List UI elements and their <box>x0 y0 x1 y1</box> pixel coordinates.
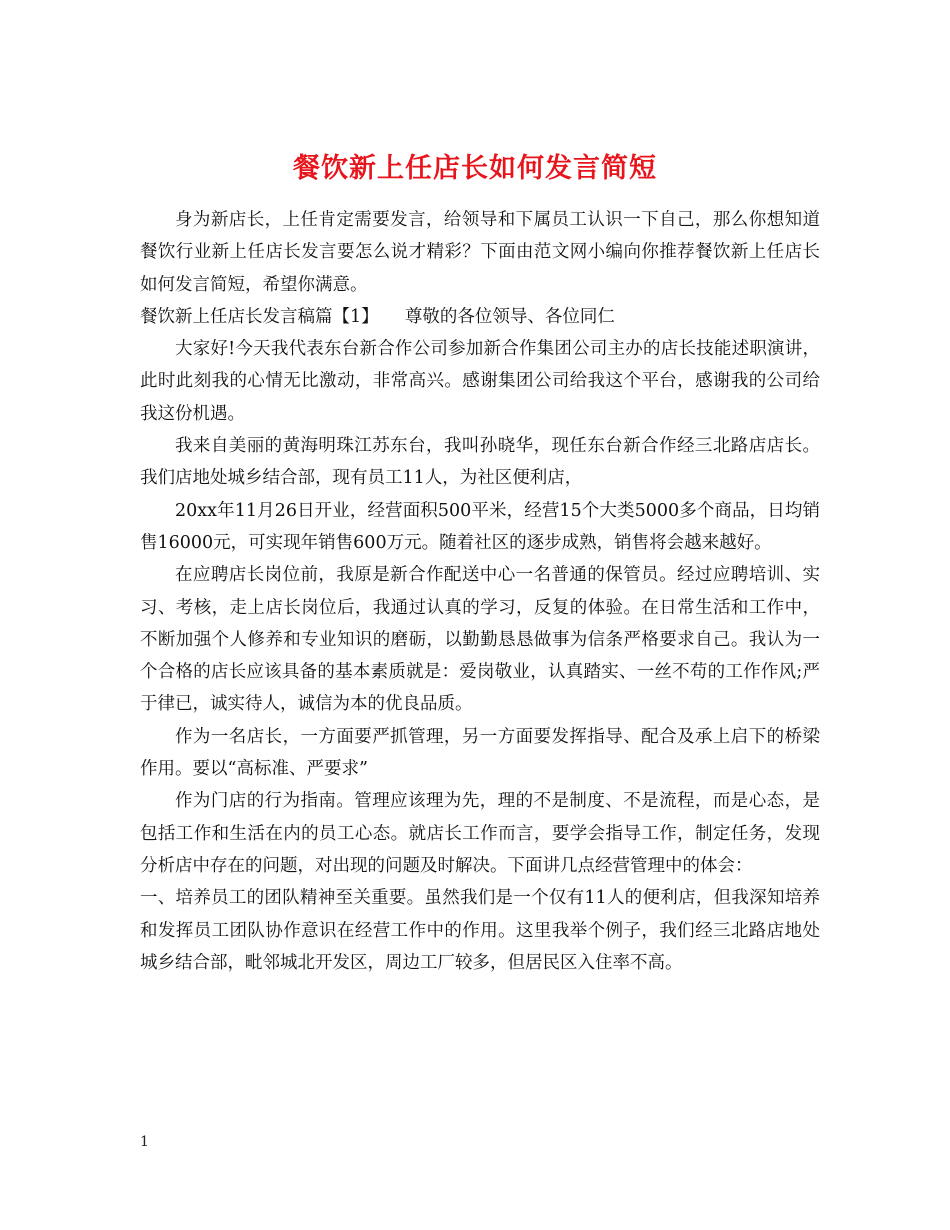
page-number: 1 <box>140 1134 149 1150</box>
intro-paragraph: 身为新店长，上任肯定需要发言，给领导和下属员工认识一下自己，那么你想知道餐饮行业新上任店长发言要怎么说才精彩？下面由范文网小编向你推荐餐饮新上任店长如何发言简短，希望你满意。 <box>140 210 820 295</box>
body-paragraph: 一、培养员工的团队精神至关重要。虽然我们是一个仅有11人的便利店，但我深知培养和发挥员工团队协作意识在经营工作中的作用。这里我举个例子，我们经三北路店地处城乡结合部，毗邻城北开发区，周边工厂较多，但居民区入住率不高。 <box>140 888 820 973</box>
body-paragraph: 在应聘店长岗位前，我原是新合作配送中心一名普通的保管员。经过应聘培训、实习、考核，走上店长岗位后，我通过认真的学习，反复的体验。在日常生活和工作中，不断加强个人修养和专业知识的磨砺，以勤勤恳恳做事为信条严格要求自己。我认为一个合格的店长应该具备的基本素质就是：爱岗敬业，认真踏实、一丝不苟的工作作风;严于律已，诚实待人，诚信为本的优良品质。 <box>140 565 820 715</box>
body-paragraph: 作为一名店长，一方面要严抓管理，另一方面要发挥指导、配合及承上启下的桥梁作用。要以“高标准、严要求” <box>140 726 820 780</box>
document-body <box>140 204 820 979</box>
body-paragraph: 20xx年11月26日开业，经营面积500平米，经营15个大类5000多个商品，日均销售16000元，可实现年销售600万元。随着社区的逐步成熟，销售将会越来越好。 <box>140 500 820 553</box>
section-heading: 餐饮新上任店长发言稿篇【1】 尊敬的各位领导、各位同仁 <box>140 306 615 327</box>
body-paragraph: 作为门店的行为指南。管理应该理为先，理的不是制度、不是流程，而是心态，是包括工作和生活在内的员工心态。就店长工作而言，要学会指导工作，制定任务，发现分析店中存在的问题，对出现的问题及时解决。下面讲几点经营管理中的体会： <box>140 791 820 876</box>
body-paragraph: 大家好!今天我代表东台新合作公司参加新合作集团公司主办的店长技能述职演讲，此时此刻我的心情无比激动，非常高兴。感谢集团公司给我这个平台，感谢我的公司给我这份机遇。 <box>140 339 820 424</box>
body-paragraph: 我来自美丽的黄海明珠江苏东台，我叫孙晓华，现任东台新合作经三北路店店长。我们店地处城乡结合部，现有员工11人，为社区便利店， <box>140 436 820 489</box>
document-title: 餐饮新上任店长如何发言简短 <box>293 153 657 185</box>
